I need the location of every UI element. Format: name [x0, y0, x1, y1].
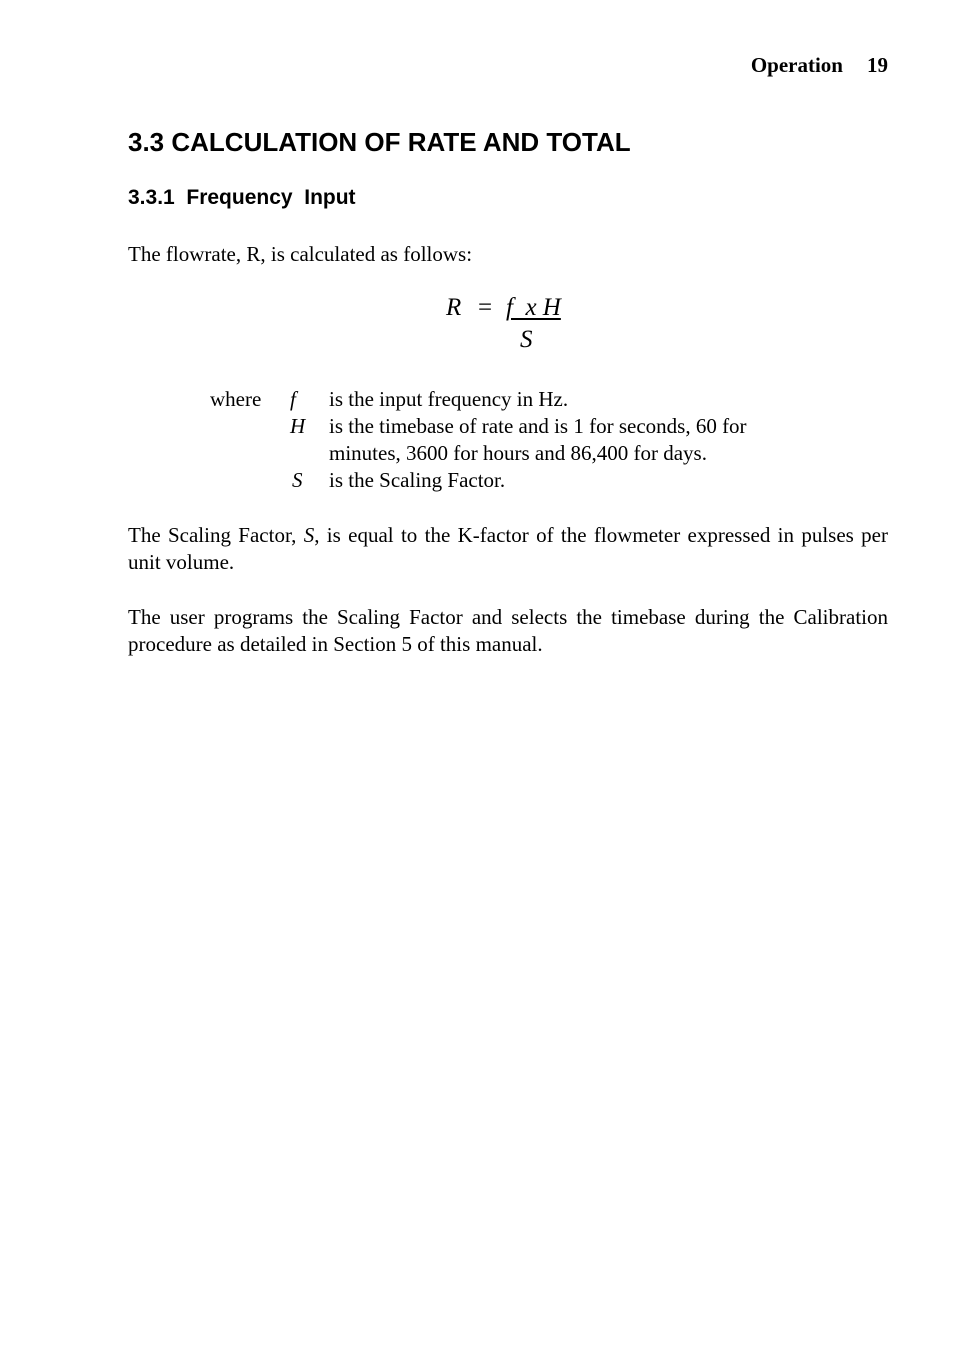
scaling-symbol: S: [303, 523, 315, 547]
subsection-heading: 3.3.1 Frequency Input: [128, 186, 356, 209]
legend-symbol-h: H: [290, 414, 306, 438]
legend-desc-f: is the input frequency in Hz.: [329, 387, 569, 411]
legend-symbol-f: f: [290, 387, 296, 411]
header-section-name: Operation: [750, 53, 843, 77]
calibration-paragraph: The user programs the Scaling Factor and selects the timebase during the Calibration procedure as detailed in Section 5 of this manual.: [128, 605, 888, 656]
legend-symbol-s: S: [292, 468, 303, 492]
legend-desc-s: is the Scaling Factor.: [329, 468, 506, 492]
scaling-text-after: , is equal to the K-factor of the flowmeter expressed in pulses per unit volume.: [128, 523, 888, 574]
formula-denominator: S: [520, 326, 533, 353]
legend-desc-h-line2: minutes, 3600 for hours and 86,400 for days.: [329, 441, 707, 465]
scaling-factor-paragraph: [128, 522, 888, 576]
scaling-text-before: The Scaling Factor,: [128, 523, 304, 547]
legend-where-label: where: [210, 387, 262, 411]
formula-equals: =: [478, 294, 493, 321]
section-heading: 3.3 CALCULATION OF RATE AND TOTAL: [128, 127, 631, 157]
legend-desc-h-line1: is the timebase of rate and is 1 for seconds, 60 for: [329, 414, 747, 438]
page-number: 19: [867, 53, 888, 77]
formula-numerator: f x H: [506, 294, 561, 321]
intro-paragraph: The flowrate, R, is calculated as follows:: [128, 242, 473, 266]
formula-lhs: R: [446, 294, 462, 321]
running-header: [751, 53, 888, 78]
